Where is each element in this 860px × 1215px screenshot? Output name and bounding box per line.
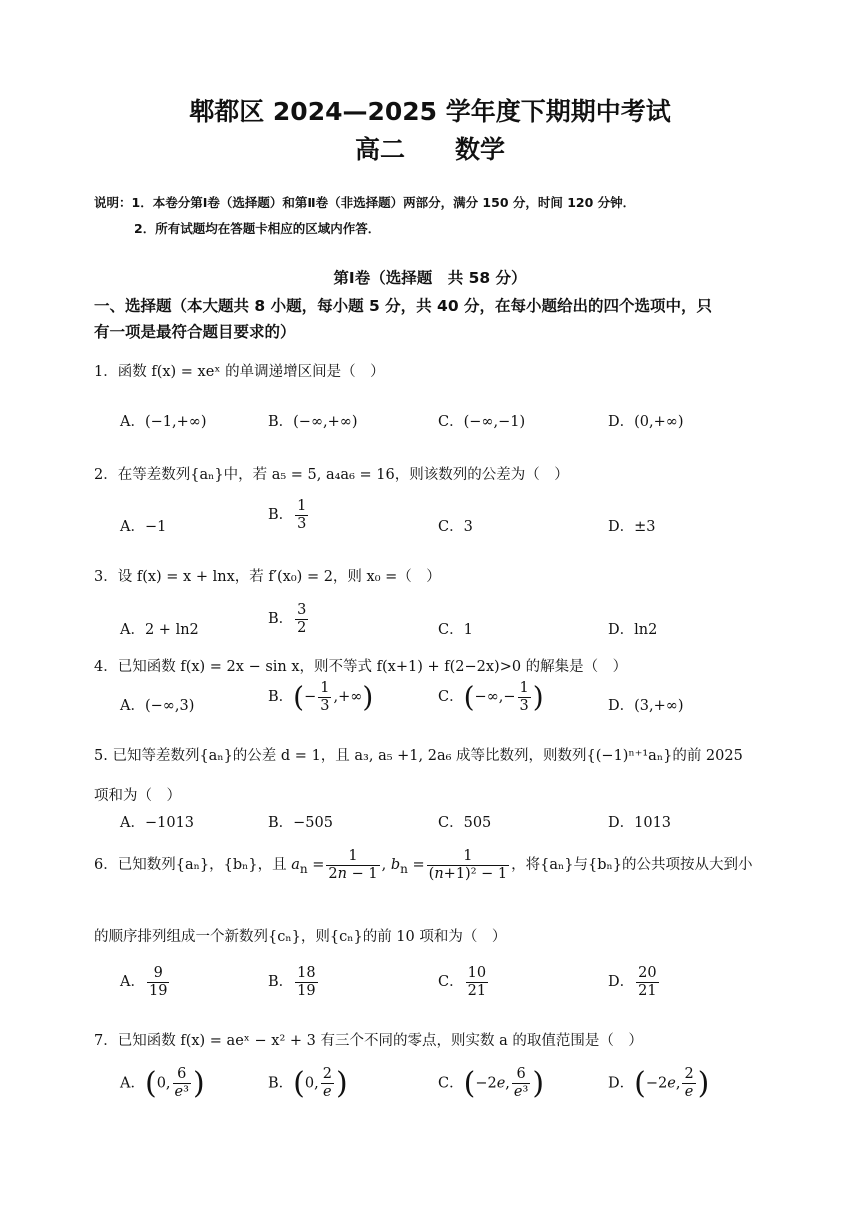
q7-option-d[interactable]: D．(−2e, $\frac{2}{e}$ ) (608, 1066, 710, 1101)
fraction: $\frac{1}{2n - 1}$ (328, 848, 378, 882)
question-6-stem: 6．已知数列{aₙ}，{bₙ}，且 $a_n$ = $\frac{1}{2n - 1}$ , $b_n$ = $\frac{1}{\text{(n+1)² − 1}}$ ，将{aₙ}与{bₙ}的公共项按从大到小 (94, 848, 753, 882)
fraction: $\frac{20}{21}$ (638, 965, 657, 999)
q2-option-c[interactable]: C．3 (438, 519, 473, 535)
q4-option-a[interactable]: A．(−∞,3) (120, 698, 195, 714)
q6-option-b[interactable]: B． $\frac{18}{19}$ (268, 965, 316, 999)
q4-option-d[interactable]: D．(3,+∞) (608, 698, 684, 714)
question-7-stem: 7．已知函数 f(x) = aeˣ − x² + 3 有三个不同的零点，则实数 a 的取值范围是（ ） (94, 1033, 643, 1049)
section-heading: 第Ⅰ卷（选择题 共 58 分） (333, 269, 527, 287)
question-5-stem: 5. 已知等差数列{aₙ}的公差 d = 1，且 a₃, a₅ +1, 2a₆ 成等比数列，则数列{(−1)ⁿ⁺¹aₙ}的前 2025 (94, 748, 743, 764)
q2-option-b[interactable] (268, 498, 310, 532)
section-instructions-line2: 有一项是最符合题目要求的） (94, 323, 296, 341)
exam-subtitle: 高二 数学 (354, 135, 505, 164)
q6-option-c[interactable]: C． $\frac{10}{21}$ (438, 965, 487, 999)
q2-option-b-label: B． (268, 507, 294, 524)
q3-option-b-label: B． (268, 611, 294, 628)
q5-option-d[interactable]: D．1013 (608, 815, 672, 831)
q3-option-d[interactable]: D．ln2 (608, 622, 658, 638)
q5-option-c[interactable]: C．505 (438, 815, 492, 831)
q5-option-a[interactable]: A．−1013 (120, 815, 195, 831)
q5-option-b[interactable]: B．−505 (268, 815, 333, 831)
fraction: $\frac{1}{3}$ (519, 680, 529, 714)
fraction: $\frac{3}{2}$ (297, 602, 307, 636)
question-6-stem-cont: 的顺序排列组成一个新数列{cₙ}，则{cₙ}的前 10 项和为（ ） (94, 929, 507, 945)
q3-option-c[interactable]: C．1 (438, 622, 473, 638)
question-5-stem-cont: 项和为（ ） (94, 788, 181, 804)
q4-option-b-label: B． (268, 689, 294, 706)
q1-option-a[interactable]: A．(−1,+∞) (120, 414, 207, 430)
q7-option-c[interactable]: C．(−2e, $\frac{6}{\text{e³}}$ ) (438, 1066, 545, 1101)
fraction: $\frac{2}{e}$ (684, 1066, 694, 1100)
q3-option-b[interactable] (268, 602, 310, 636)
q4-option-c-label: C． (438, 689, 464, 706)
fraction: $\frac{1}{3}$ (320, 680, 330, 714)
fraction: $\frac{2}{e}$ (322, 1066, 332, 1100)
question-4-stem: 4．已知函数 f(x) = 2x − sin x，则不等式 f(x+1) + f(2−2x)>0 的解集是（ ） (94, 659, 628, 675)
q2-option-a[interactable]: A．−1 (120, 519, 167, 535)
fraction: $\frac{1}{\text{(n+1)² − 1}}$ (428, 848, 508, 882)
q2-option-d[interactable]: D．±3 (608, 519, 656, 535)
question-1-stem: 1．函数 f(x) = xeˣ 的单调递增区间是（ ） (94, 364, 385, 380)
note-2: 2．所有试题均在答题卡相应的区域内作答． (134, 221, 381, 236)
q3-option-a[interactable]: A．2 + ln2 (120, 622, 199, 638)
fraction: $\frac{18}{19}$ (297, 965, 316, 999)
fraction: $\frac{1}{3}$ (297, 498, 307, 532)
q7-option-b[interactable]: B．(0, $\frac{2}{e}$ ) (268, 1066, 348, 1101)
section-instructions-line1: 一、选择题（本大题共 8 小题，每小题 5 分，共 40 分，在每小题给出的四个选项中，只 (94, 297, 713, 315)
q6-option-d[interactable]: D． $\frac{20}{21}$ (608, 965, 657, 999)
exam-title: 郫都区 2024—2025 学年度下期期中考试 (189, 97, 671, 126)
q4-option-b[interactable]: B．(− $\frac{1}{3}$ ,+∞) (268, 680, 374, 714)
q6-option-a[interactable]: A． $\frac{9}{19}$ (120, 965, 168, 999)
q1-option-d[interactable]: D．(0,+∞) (608, 414, 684, 430)
note-1: 说明：1．本卷分第Ⅰ卷（选择题）和第Ⅱ卷（非选择题）两部分，满分 150 分，时间 120 分钟． (94, 195, 636, 210)
fraction: $\frac{10}{21}$ (467, 965, 487, 999)
question-3-stem: 3．设 f(x) = x + lnx，若 f′(x₀) = 2，则 x₀ =（ ） (94, 569, 441, 585)
q1-option-c[interactable]: C．(−∞,−1) (438, 414, 526, 430)
fraction: $\frac{6}{\text{e³}}$ (174, 1066, 189, 1100)
fraction: $\frac{9}{19}$ (148, 965, 168, 999)
q1-option-b[interactable]: B．(−∞,+∞) (268, 414, 358, 430)
question-2-stem: 2．在等差数列{aₙ}中，若 a₅ = 5, a₄a₆ = 16，则该数列的公差为（ ） (94, 467, 569, 483)
q4-option-c[interactable]: C．(−∞,− $\frac{1}{3}$ ) (438, 680, 544, 714)
q7-option-a[interactable]: A．(0, $\frac{6}{\text{e³}}$ ) (120, 1066, 205, 1101)
fraction: $\frac{6}{\text{e³}}$ (513, 1066, 529, 1100)
